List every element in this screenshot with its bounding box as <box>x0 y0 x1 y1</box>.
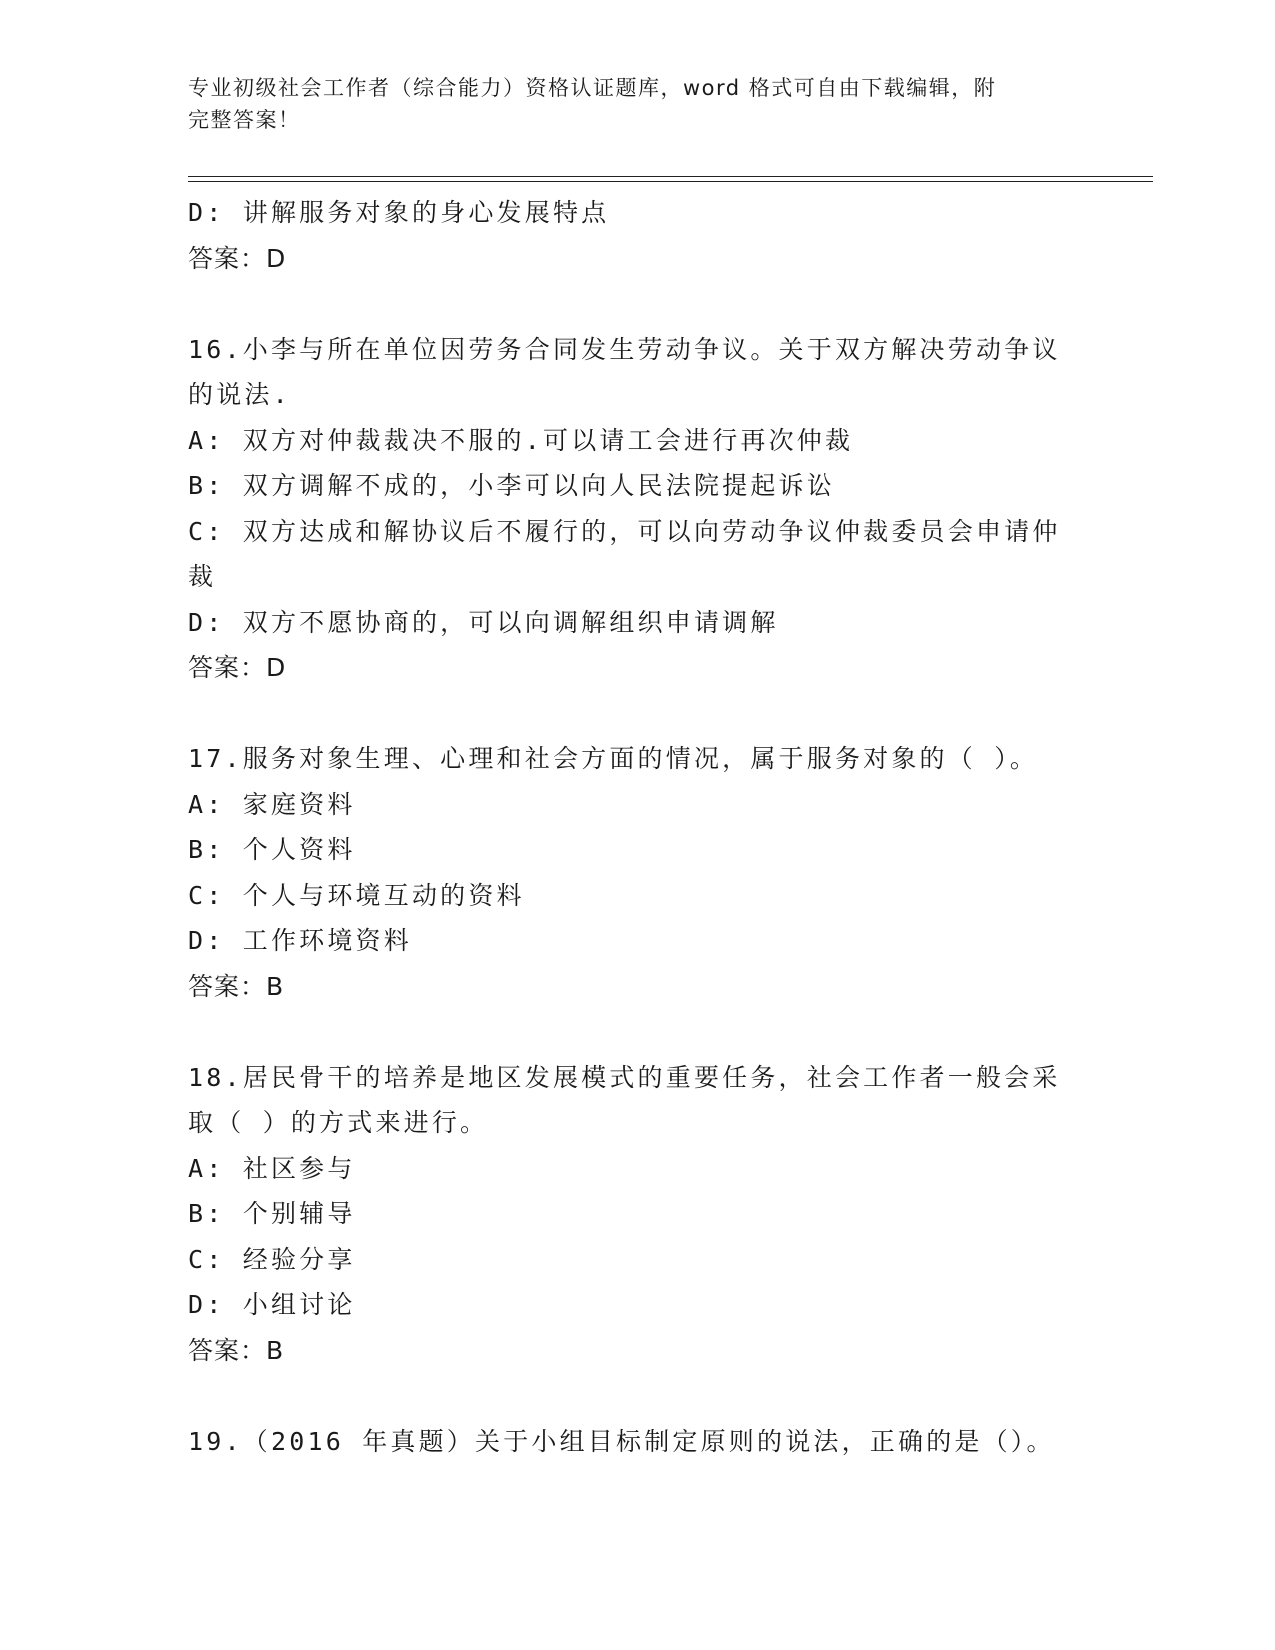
spacer <box>188 1009 1068 1055</box>
question-19 <box>188 1419 1068 1465</box>
question-stem-continued: 取（ ）的方式来进行。 <box>188 1108 489 1137</box>
question-18 <box>188 1055 1068 1374</box>
question-15-tail <box>188 190 1068 281</box>
question-17 <box>188 736 1068 1009</box>
option-d: D: 工作环境资料 <box>188 926 412 955</box>
option-c: C: 经验分享 <box>188 1244 356 1274</box>
header-line-2: 完整答案！ <box>188 108 301 132</box>
answer: 答案：B <box>188 971 285 1001</box>
option-d: D: 双方不愿协商的，可以向调解组织申请调解 <box>188 607 779 637</box>
option-d: D: 讲解服务对象的身心发展特点 <box>188 198 610 227</box>
spacer <box>188 281 1068 327</box>
spacer <box>188 1373 1068 1419</box>
option-c-continued: 裁 <box>188 562 217 591</box>
question-stem: 17.服务对象生理、心理和社会方面的情况，属于服务对象的（ ）。 <box>188 744 1039 773</box>
option-b: B: 个别辅导 <box>188 1199 356 1228</box>
header-line-1: 专业初级社会工作者（综合能力）资格认证题库，word 格式可自由下载编辑，附 <box>188 76 997 100</box>
question-stem-continued: 的说法. <box>188 380 291 409</box>
spacer <box>188 691 1068 737</box>
question-16 <box>188 327 1068 691</box>
option-b: B: 个人资料 <box>188 835 356 864</box>
option-a: A: 社区参与 <box>188 1153 356 1183</box>
option-c: C: 双方达成和解协议后不履行的，可以向劳动争议仲裁委员会申请仲 <box>188 516 1061 546</box>
option-a: A: 双方对仲裁裁决不服的.可以请工会进行再次仲裁 <box>188 425 854 455</box>
answer: 答案：D <box>188 243 287 273</box>
option-b: B: 双方调解不成的，小李可以向人民法院提起诉讼 <box>188 471 835 500</box>
option-a: A: 家庭资料 <box>188 789 356 819</box>
option-c: C: 个人与环境互动的资料 <box>188 880 525 910</box>
page-header <box>188 72 1088 136</box>
question-stem: 19.（2016 年真题）关于小组目标制定原则的说法，正确的是（）。 <box>188 1426 1055 1456</box>
question-stem: 18.居民骨干的培养是地区发展模式的重要任务，社会工作者一般会采 <box>188 1062 1061 1092</box>
answer: 答案：D <box>188 653 287 682</box>
question-stem: 16.小李与所在单位因劳务合同发生劳动争议。关于双方解决劳动争议 <box>188 334 1061 364</box>
answer: 答案：B <box>188 1335 285 1365</box>
header-divider-bottom <box>188 181 1153 182</box>
header-divider-top <box>188 176 1153 177</box>
option-d: D: 小组讨论 <box>188 1290 356 1319</box>
question-content <box>188 190 1068 1464</box>
